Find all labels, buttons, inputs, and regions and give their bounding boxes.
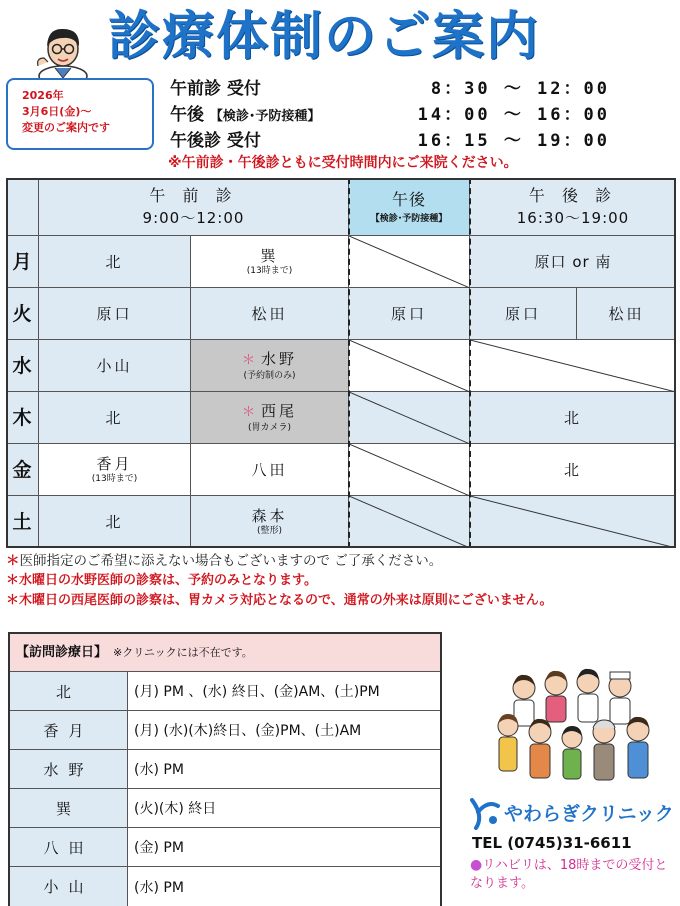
hours-row-afternoon-special	[170, 102, 610, 128]
slash-mark	[349, 496, 470, 548]
home-visit-table	[8, 632, 442, 906]
star-mark: ＊	[241, 404, 255, 420]
day-label-fri	[6, 444, 39, 496]
cell-thu-am2	[191, 392, 349, 444]
bullet-icon: ●	[470, 857, 483, 873]
visit-schedule: (金) PM	[134, 840, 184, 856]
day-label-wed	[6, 340, 39, 392]
hours-label: 午前診 受付	[170, 79, 261, 99]
header-morning	[39, 178, 349, 236]
cell-wed-am1	[39, 340, 191, 392]
home-visit-subtitle: ※クリニックには不在です。	[113, 646, 253, 659]
table-row	[10, 828, 440, 867]
day-label-thu	[6, 392, 39, 444]
slash-mark	[349, 236, 470, 288]
dashed-divider	[469, 178, 471, 548]
staff-illustration	[486, 660, 662, 784]
notice-line: 変更のご案内です	[22, 121, 110, 134]
hours-row-morning	[170, 76, 610, 102]
doctor-name: 原口	[504, 304, 541, 323]
doctor-name: 北	[563, 460, 582, 479]
doctor-name: 西尾	[261, 401, 298, 420]
doctor-name: 北	[563, 408, 582, 427]
doctor-name: 香月	[96, 454, 133, 473]
cell-fri-am1	[39, 444, 191, 496]
change-notice-box	[6, 78, 154, 150]
visit-schedule: (水) PM	[134, 762, 184, 778]
visit-schedule: (水) PM	[134, 879, 184, 896]
home-visit-header	[10, 634, 440, 672]
note-text: 水曜日の水野医師の診察は、予約のみとなります。	[19, 573, 317, 588]
clinic-phone: TEL (0745)31-6611	[472, 834, 632, 852]
rehab-note	[470, 856, 676, 893]
day-label-sat	[6, 496, 39, 548]
visit-schedule: (月) PM 、(水) 終日、(金)AM、(土)PM	[134, 684, 380, 700]
visit-doctor: 巽	[10, 789, 128, 827]
visit-doctor: 北	[10, 672, 128, 710]
doctor-name: 原口 or 南	[534, 252, 612, 271]
visit-doctor: 小山	[10, 867, 128, 906]
visit-doctor: 香月	[10, 711, 128, 749]
cell-fri-pm	[470, 444, 676, 496]
doctor-name: 八田	[251, 460, 288, 479]
cell-fri-am2	[191, 444, 349, 496]
clinic-logo-icon	[466, 794, 502, 830]
cell-thu-pm	[470, 392, 676, 444]
cell-mon-am2	[191, 236, 349, 288]
doctor-name: 森本	[251, 507, 288, 525]
cell-fri-mid	[349, 444, 470, 496]
doctor-name: 原口	[96, 304, 133, 323]
note-mark: ＊	[6, 593, 20, 608]
day-label: 火	[12, 302, 32, 325]
visit-doctor: 水野	[10, 750, 128, 788]
doctor-name: 北	[105, 408, 124, 427]
cell-wed-am2	[191, 340, 349, 392]
doctor-name: 巽	[260, 246, 279, 265]
cell-sat-mid	[349, 496, 470, 548]
notice-line: 3月6日(金)～	[22, 105, 92, 118]
table-row	[10, 711, 440, 750]
day-label: 金	[12, 458, 32, 481]
hours-value: 16：15 ～ 19：00	[417, 131, 610, 151]
rehab-note-text: リハビリは、18時までの受付となります。	[470, 858, 668, 891]
day-label-mon	[6, 236, 39, 288]
slash-mark	[349, 340, 470, 392]
note-text: 医師指定のご希望に添えない場合もございますので ご了承ください。	[19, 553, 443, 569]
cell-tue-pm1	[470, 288, 577, 340]
hours-label-main: 午後	[170, 105, 204, 125]
header-morning-title: 午 前 診	[149, 185, 238, 205]
slash-mark	[470, 496, 676, 548]
hours-row-afternoon	[170, 128, 610, 154]
doctor-name: 北	[105, 513, 124, 531]
visit-schedule: (月) (水)(木)終日、(金)PM、(土)AM	[134, 723, 362, 739]
header-afternoon-special	[349, 178, 470, 236]
doctor-note: (胃カメラ)	[247, 422, 292, 433]
slash-mark	[349, 392, 470, 444]
header-afternoon-special-title: 午後	[391, 190, 426, 209]
day-label: 木	[12, 406, 32, 429]
header-afternoon	[470, 178, 676, 236]
note-mark: ＊	[6, 573, 20, 588]
header-afternoon-special-sub: 【検診･予防接種】	[370, 214, 448, 224]
header-afternoon-time: 16:30～19:00	[516, 208, 630, 227]
doctor-illustration	[34, 22, 92, 84]
day-label: 月	[12, 250, 32, 273]
day-label: 土	[12, 511, 32, 533]
header-afternoon-title: 午 後 診	[528, 185, 618, 205]
cell-thu-am1	[39, 392, 191, 444]
hours-note: ※午前診・午後診ともに受付時間内にご来院ください。	[168, 155, 518, 171]
corner-cell	[6, 178, 39, 236]
note-text: 木曜日の西尾医師の診察は、胃カメラ対応となるので、通常の外来は原則にございません。	[19, 593, 553, 608]
schedule-table	[6, 178, 676, 548]
header-morning-time: 9:00～12:00	[142, 208, 245, 227]
doctor-name: 原口	[390, 304, 427, 323]
doctor-name: 水野	[261, 349, 298, 368]
slash-mark	[470, 340, 676, 392]
cell-sat-am1	[39, 496, 191, 548]
table-row	[10, 750, 440, 789]
slash-mark	[349, 444, 470, 496]
dashed-divider	[348, 178, 350, 548]
doctor-name: 小山	[96, 356, 133, 375]
hours-value: 14：00 ～ 16：00	[417, 105, 610, 125]
cell-wed-pm	[470, 340, 676, 392]
cell-mon-am1	[39, 236, 191, 288]
doctor-note: (13時まで)	[91, 473, 138, 484]
page-title: 診療体制のご案内	[108, 7, 541, 67]
visit-schedule: (火)(木) 終日	[134, 801, 217, 817]
table-row	[10, 867, 440, 906]
cell-mon-mid	[349, 236, 470, 288]
doctor-name: 松田	[251, 304, 288, 323]
hours-label: 午後診 受付	[170, 131, 261, 151]
doctor-note: (整形)	[256, 526, 283, 536]
notes	[6, 551, 678, 611]
visit-doctor: 八田	[10, 828, 128, 866]
note-line	[6, 571, 678, 591]
hours-label-sub: 【検診･予防接種】	[209, 109, 321, 124]
clinic-name: やわらぎクリニック	[504, 802, 674, 825]
cell-mon-pm	[470, 236, 676, 288]
day-label: 水	[12, 354, 32, 377]
hours-label	[170, 102, 320, 130]
doctor-note: (13時まで)	[246, 265, 293, 276]
note-line	[6, 591, 678, 611]
doctor-note: (予約制のみ)	[243, 370, 296, 381]
cell-sat-am2	[191, 496, 349, 548]
note-line	[6, 551, 678, 571]
note-mark: ＊	[6, 553, 20, 569]
notice-line: 2026年	[22, 89, 64, 102]
cell-thu-mid	[349, 392, 470, 444]
cell-tue-pm2	[577, 288, 676, 340]
doctor-name: 松田	[608, 304, 645, 323]
clinic-logo	[466, 792, 676, 832]
cell-tue-am2	[191, 288, 349, 340]
cell-tue-mid	[349, 288, 470, 340]
reception-hours	[170, 76, 610, 154]
cell-tue-am1	[39, 288, 191, 340]
doctor-name: 北	[105, 252, 124, 271]
cell-sat-pm	[470, 496, 676, 548]
day-label-tue	[6, 288, 39, 340]
cell-wed-mid	[349, 340, 470, 392]
star-mark: ＊	[241, 352, 255, 368]
hours-value: 8：30 ～ 12：00	[430, 79, 610, 99]
home-visit-title: 【訪問診療日】	[16, 645, 108, 660]
table-row	[10, 789, 440, 828]
table-row	[10, 672, 440, 711]
